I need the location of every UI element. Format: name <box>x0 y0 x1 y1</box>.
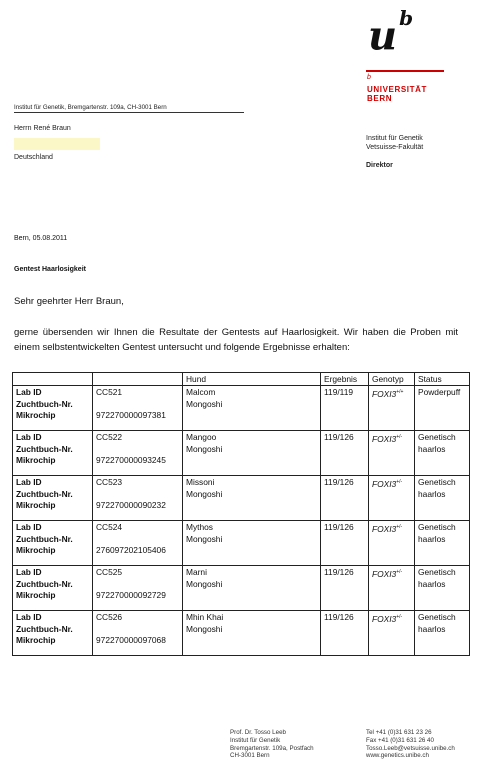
table-row <box>13 566 470 611</box>
allele: +/- <box>396 524 403 530</box>
dog-cell <box>183 431 321 476</box>
status-line1: Genetisch <box>418 612 456 622</box>
label-zuchtbuch: Zuchtbuch-Nr. <box>16 578 73 589</box>
status-line2: haarlos <box>418 488 446 499</box>
gene-name: FOXI3 <box>372 613 397 624</box>
allele: +/- <box>396 434 403 440</box>
dog-breed: Mongoshi <box>186 533 223 544</box>
row-labels <box>13 521 93 566</box>
status-cell <box>415 566 470 611</box>
allele: +/- <box>396 614 403 620</box>
chip-number: 972270000090232 <box>96 500 166 510</box>
label-lab-id: Lab ID <box>16 432 42 442</box>
gene-name: FOXI3 <box>372 523 397 534</box>
gene-name: FOXI3 <box>372 388 397 399</box>
label-lab-id: Lab ID <box>16 477 42 487</box>
dog-breed: Mongoshi <box>186 623 223 634</box>
dog-cell <box>183 611 321 656</box>
table-row <box>13 476 470 521</box>
result-cell: 119/126 <box>321 476 369 521</box>
logo-divider <box>366 70 444 72</box>
status-cell <box>415 431 470 476</box>
lab-id: CC522 <box>96 432 123 442</box>
row-labels <box>13 431 93 476</box>
table-row <box>13 431 470 476</box>
label-lab-id: Lab ID <box>16 522 42 532</box>
table-row <box>13 611 470 656</box>
gene-name: FOXI3 <box>372 478 397 489</box>
university-name <box>367 85 427 103</box>
chip-number: 276097202105406 <box>96 545 166 555</box>
row-ids <box>93 611 183 656</box>
chip-number: 972270000097381 <box>96 410 166 420</box>
label-zuchtbuch: Zuchtbuch-Nr. <box>16 488 73 499</box>
result-cell: 119/126 <box>321 611 369 656</box>
label-zuchtbuch: Zuchtbuch-Nr. <box>16 398 73 409</box>
logo-mark: u <box>368 12 398 60</box>
results-table <box>12 372 470 656</box>
header-ids <box>93 373 183 386</box>
table-header-row <box>13 373 470 386</box>
institute-line1: Institut für Genetik <box>366 135 423 142</box>
university-name-line2: BERN <box>367 94 393 103</box>
lab-id: CC524 <box>96 522 123 532</box>
logo-small-b: b <box>367 74 371 81</box>
label-lab-id: Lab ID <box>16 387 42 397</box>
dog-name: Mythos <box>186 522 213 532</box>
footer-fax: Fax +41 (0)31 631 26 40 <box>366 736 434 744</box>
dog-name: Mhin Khai <box>186 612 224 622</box>
footer-name: Prof. Dr. Tosso Leeb <box>230 729 286 736</box>
recipient-country: Deutschland <box>14 154 53 161</box>
institute-role: Direktor <box>366 162 393 169</box>
letter-subject: Gentest Haarlosigkeit <box>14 266 86 273</box>
status-line2: haarlos <box>418 578 446 589</box>
dog-breed: Mongoshi <box>186 578 223 589</box>
dog-breed: Mongoshi <box>186 443 223 454</box>
allele: +/- <box>396 569 403 575</box>
dog-name: Marni <box>186 567 207 577</box>
row-ids <box>93 476 183 521</box>
chip-number: 972270000093245 <box>96 455 166 465</box>
allele: +/+ <box>396 389 404 395</box>
label-mikrochip: Mikrochip <box>16 590 56 600</box>
dog-name: Mangoo <box>186 432 217 442</box>
label-lab-id: Lab ID <box>16 567 42 577</box>
footer-phone: Tel +41 (0)31 631 23 26 <box>366 729 432 736</box>
dog-cell <box>183 521 321 566</box>
lab-id: CC523 <box>96 477 123 487</box>
footer-street: Bremgartenstr. 109a, Postfach <box>230 744 314 752</box>
chip-number: 972270000097068 <box>96 635 166 645</box>
footer-contact-left <box>230 729 314 760</box>
result-cell: 119/126 <box>321 521 369 566</box>
table-row <box>13 386 470 431</box>
label-mikrochip: Mikrochip <box>16 545 56 555</box>
footer-email: Tosso.Leeb@vetsuisse.unibe.ch <box>366 744 455 752</box>
status-line1: Powderpuff <box>418 387 461 397</box>
footer-website: www.genetics.unibe.ch <box>366 752 429 760</box>
lab-id: CC521 <box>96 387 123 397</box>
footer-city: CH-3001 Bern <box>230 752 270 760</box>
genotype-cell <box>369 521 415 566</box>
label-mikrochip: Mikrochip <box>16 455 56 465</box>
dog-name: Missoni <box>186 477 215 487</box>
row-ids <box>93 386 183 431</box>
status-cell <box>415 521 470 566</box>
genotype-cell <box>369 611 415 656</box>
result-cell: 119/126 <box>321 566 369 611</box>
table-row <box>13 521 470 566</box>
lab-id: CC525 <box>96 567 123 577</box>
header-ergebnis: Ergebnis <box>321 373 369 386</box>
gene-name: FOXI3 <box>372 568 397 579</box>
status-line1: Genetisch <box>418 522 456 532</box>
status-line2: haarlos <box>418 623 446 634</box>
logo-mark-sup: b <box>399 6 414 30</box>
status-line1: Genetisch <box>418 567 456 577</box>
gene-name: FOXI3 <box>372 433 397 444</box>
header-status: Status <box>415 373 470 386</box>
header-genotyp: Genotyp <box>369 373 415 386</box>
row-labels <box>13 386 93 431</box>
status-line2: haarlos <box>418 443 446 454</box>
dog-cell <box>183 476 321 521</box>
row-labels <box>13 566 93 611</box>
row-ids <box>93 566 183 611</box>
label-mikrochip: Mikrochip <box>16 635 56 645</box>
letter-date: Bern, 05.08.2011 <box>14 235 68 242</box>
result-cell: 119/126 <box>321 431 369 476</box>
status-line2: haarlos <box>418 533 446 544</box>
institute-line2: Vetsuisse-Fakultät <box>366 144 424 151</box>
sender-address: Institut für Genetik, Bremgartenstr. 109a, CH-3001 Bern <box>14 104 167 111</box>
dog-breed: Mongoshi <box>186 398 223 409</box>
row-labels <box>13 476 93 521</box>
redacted-address <box>14 138 100 150</box>
allele: +/- <box>396 479 403 485</box>
letter-body: gerne übersenden wir Ihnen die Resultate der Gentests auf Haarlosigkeit. Wir haben die Proben mit einem selbstentwickelten Gentest untersucht und folgende Ergebnisse erhalten: <box>14 327 458 353</box>
status-line1: Genetisch <box>418 477 456 487</box>
status-cell <box>415 611 470 656</box>
row-labels <box>13 611 93 656</box>
genotype-cell <box>369 476 415 521</box>
footer-contact-right <box>366 729 455 760</box>
label-zuchtbuch: Zuchtbuch-Nr. <box>16 623 73 634</box>
header-hund: Hund <box>183 373 321 386</box>
result-cell: 119/119 <box>321 386 369 431</box>
dog-cell <box>183 566 321 611</box>
dog-name: Malcom <box>186 387 216 397</box>
label-zuchtbuch: Zuchtbuch-Nr. <box>16 533 73 544</box>
row-ids <box>93 521 183 566</box>
chip-number: 972270000092729 <box>96 590 166 600</box>
genotype-cell <box>369 431 415 476</box>
footer-institute: Institut für Genetik <box>230 736 281 744</box>
status-cell <box>415 476 470 521</box>
label-lab-id: Lab ID <box>16 612 42 622</box>
letter-greeting: Sehr geehrter Herr Braun, <box>14 296 124 307</box>
genotype-cell <box>369 566 415 611</box>
row-ids <box>93 431 183 476</box>
dog-breed: Mongoshi <box>186 488 223 499</box>
sender-divider <box>14 112 244 113</box>
lab-id: CC526 <box>96 612 123 622</box>
university-logo <box>368 6 414 60</box>
recipient-name: Herrn René Braun <box>14 125 71 132</box>
genotype-cell <box>369 386 415 431</box>
status-cell <box>415 386 470 431</box>
university-name-line1: UNIVERSITÄT <box>367 85 427 94</box>
label-mikrochip: Mikrochip <box>16 500 56 510</box>
institute-block <box>366 134 423 170</box>
status-line1: Genetisch <box>418 432 456 442</box>
label-zuchtbuch: Zuchtbuch-Nr. <box>16 443 73 454</box>
dog-cell <box>183 386 321 431</box>
header-labels <box>13 373 93 386</box>
label-mikrochip: Mikrochip <box>16 410 56 420</box>
